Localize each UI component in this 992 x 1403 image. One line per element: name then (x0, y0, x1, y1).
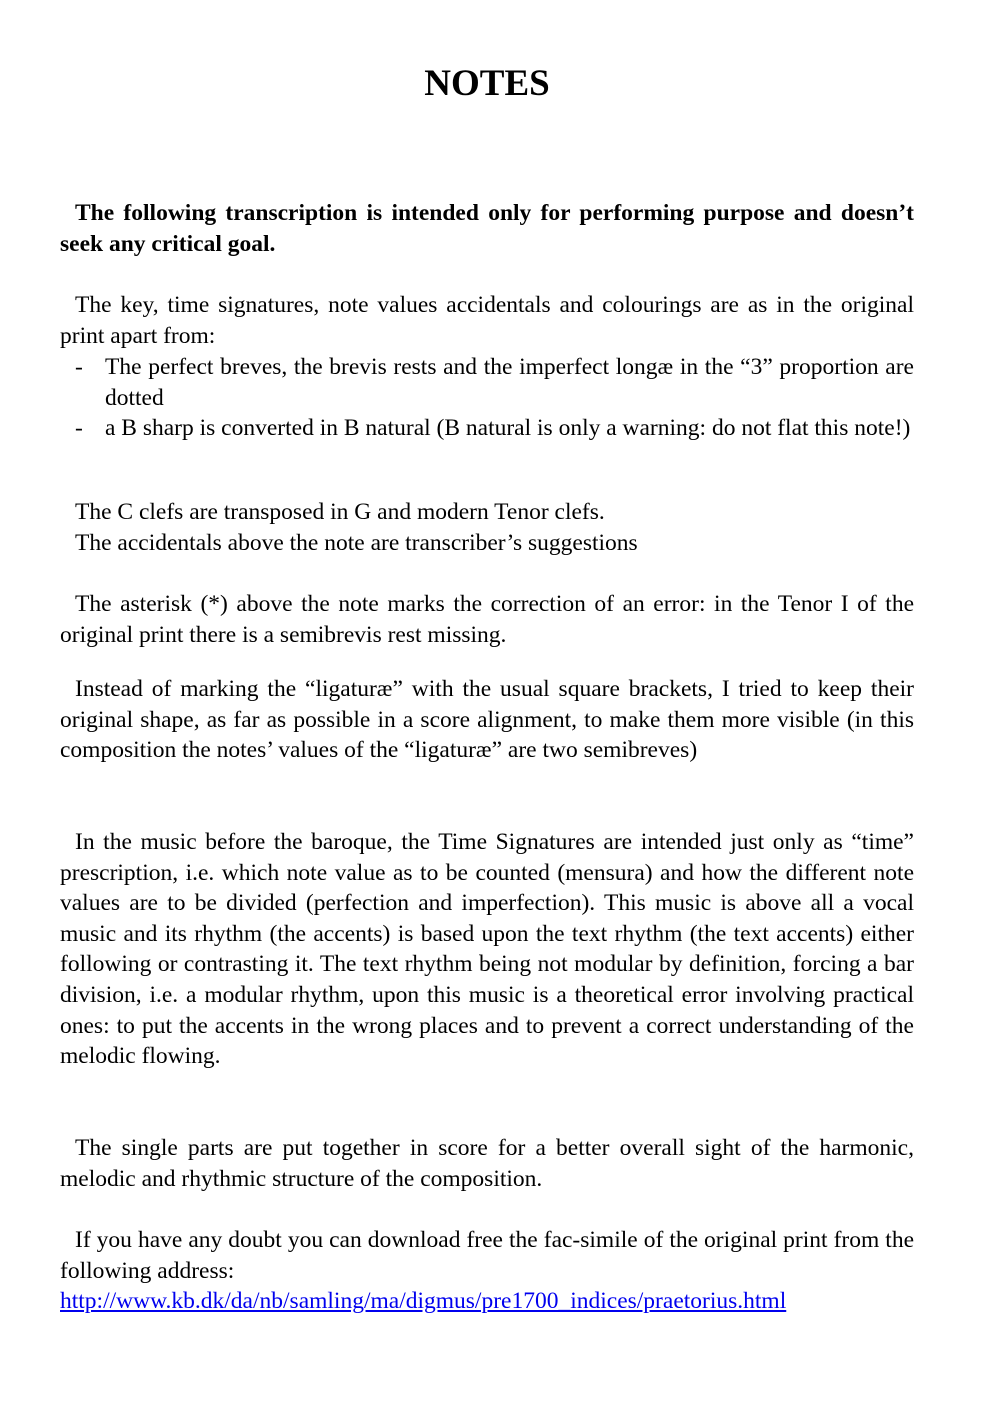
facsimile-link[interactable]: http://www.kb.dk/da/nb/samling/ma/digmus/pre1700_indices/praetorius.html (60, 1288, 787, 1314)
exception-text: a B sharp is converted in B natural (B natural is only a warning: do not flat this note!) (105, 415, 911, 441)
list-dash: - (75, 415, 83, 441)
list-dash: - (75, 354, 83, 380)
exception-text: The perfect breves, the brevis rests and the imperfect longæ in the “3” proportion are dotted (105, 354, 914, 411)
ligature-paragraph: Instead of marking the “ligaturæ” with the usual square brackets, I tried to keep their original shape, as far as possible in a score alignment, to make them more visible (in this composition the notes’ values of the “ligaturæ” are two semibreves) (60, 676, 914, 764)
download-paragraph: If you have any doubt you can download free the fac-simile of the original print from the following address: (60, 1227, 914, 1284)
page-title: NOTES (424, 63, 550, 104)
accidentals-line: The accidentals above the note are transcriber’s suggestions (75, 530, 638, 556)
time-signature-paragraph: In the music before the baroque, the Time Signatures are intended just only as “time” prescription, i.e. which note value as to be counted (mensura) and how the different note values are to be divided (perfection and imperfection). This music is above all a vocal music and its rhythm (the accents) is based upon the text rhythm (the text accents) either following or contrasting it. The text rhythm being not modular by definition, forcing a bar division, i.e. a modular rhythm, upon this music is a theoretical error involving practical ones: to put the accents in the wrong places and to prevent a correct understanding of the melodic flowing. (60, 829, 914, 1070)
asterisk-paragraph: The asterisk (*) above the note marks the correction of an error: in the Tenor I of the original print there is a semibrevis rest missing. (60, 591, 914, 648)
key-paragraph: The key, time signatures, note values accidentals and colourings are as in the original print apart from: (60, 292, 914, 349)
clefs-line: The C clefs are transposed in G and modern Tenor clefs. (75, 499, 605, 525)
intro-disclaimer: The following transcription is intended only for performing purpose and doesn’t seek any critical goal. (60, 200, 914, 257)
score-paragraph: The single parts are put together in score for a better overall sight of the harmonic, melodic and rhythmic structure of the composition. (60, 1135, 914, 1192)
